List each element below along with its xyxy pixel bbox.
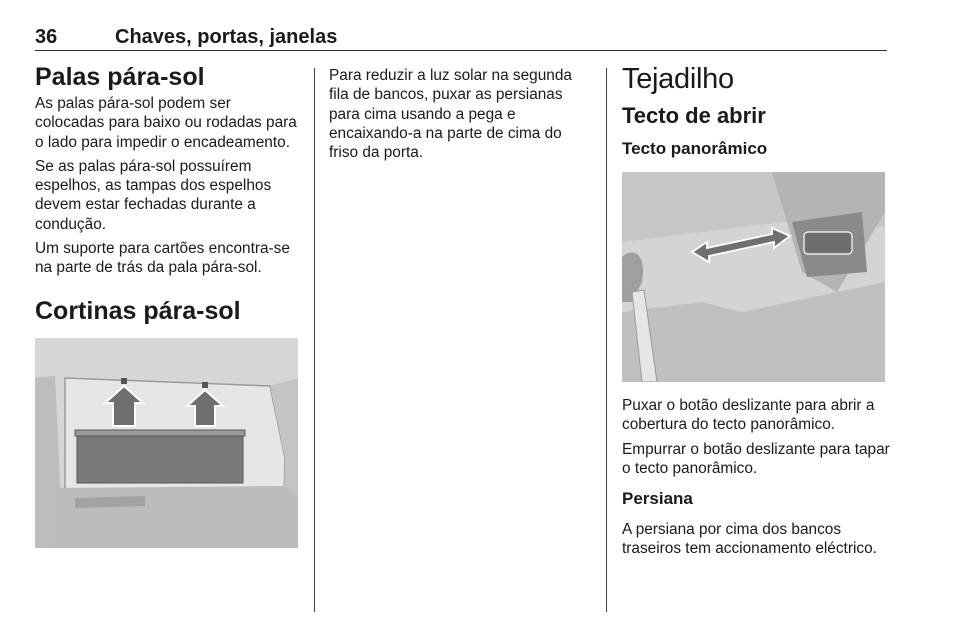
column-divider <box>606 68 607 612</box>
column-divider <box>314 68 315 612</box>
panoramic-roof-illustration <box>622 172 885 382</box>
heading-roof: Tejadilho <box>622 63 734 95</box>
paragraph: A persiana por cima dos bancos traseiros tem accionamento eléctrico. <box>622 521 877 558</box>
sunblind-illustration <box>35 338 298 548</box>
paragraph: Um suporte para cartões encontra-se na parte de trás da pala pára-sol. <box>35 240 290 277</box>
page-number: 36 <box>35 26 58 48</box>
heading-sunroof: Tecto de abrir <box>622 103 766 128</box>
section-title: Chaves, portas, janelas <box>115 26 338 48</box>
paragraph: As palas pára-sol podem ser colocadas para baixo ou rodadas para o lado para impedir o encadeamento. <box>35 95 297 151</box>
column-left <box>35 62 301 548</box>
paragraph: Empurrar o botão deslizante para tapar o tecto panorâmico. <box>622 440 890 477</box>
heading-panoramic-roof: Tecto panorâmico <box>622 139 768 158</box>
paragraph: Se as palas pára-sol possuírem espelhos, as tampas dos espelhos devem estar fechadas durante a condução. <box>35 157 272 233</box>
page-header <box>35 24 887 51</box>
column-right <box>622 62 890 564</box>
paragraph: Para reduzir a luz solar na segunda fila de bancos, puxar as persianas para cima usando a pega e encaixando-a na parte de cima do friso da porta. <box>329 67 572 162</box>
paragraph: Puxar o botão deslizante para abrir a cobertura do tecto panorâmico. <box>622 397 875 434</box>
heading-sun-visors: Palas pára-sol <box>35 63 205 91</box>
heading-sunblinds: Cortinas pára-sol <box>35 296 241 325</box>
column-middle <box>329 66 591 167</box>
heading-blind: Persiana <box>622 489 693 509</box>
